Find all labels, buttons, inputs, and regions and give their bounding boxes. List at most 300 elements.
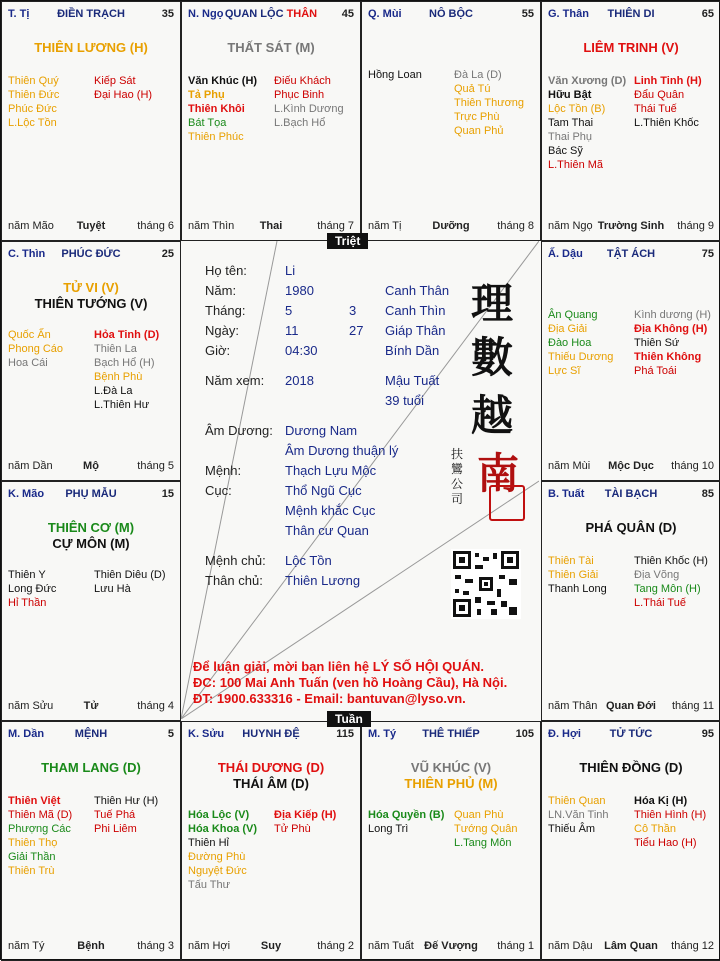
footer-year: năm Sửu xyxy=(8,700,54,712)
minor-star: Đại Hao (H) xyxy=(94,89,153,101)
footer-month: tháng 2 xyxy=(317,940,354,952)
menh-chu-label: Mệnh chủ: xyxy=(205,553,266,568)
palace-title: THÊ THIẾP xyxy=(422,728,480,740)
main-star: THIÊN LƯƠNG (H) xyxy=(34,40,148,55)
minor-star: Thiên Đức xyxy=(8,89,60,101)
main-star: CỰ MÔN (M) xyxy=(52,536,130,551)
branch-label: N. Ngọ xyxy=(188,8,224,20)
footer-year: năm Dậu xyxy=(548,940,593,952)
calligraphy-char-2: 數 xyxy=(471,333,514,382)
minor-star: Hóa Lộc (V) xyxy=(188,809,250,821)
palace-header xyxy=(188,728,354,744)
minor-star: Hỉ Thần xyxy=(8,597,47,609)
minor-star: Hoa Cái xyxy=(8,357,48,369)
palace-name xyxy=(548,8,714,20)
footer-stage: Trường Sinh xyxy=(597,220,665,232)
view-year-value: 2018 xyxy=(285,373,314,388)
year-canchi: Canh Thân xyxy=(385,283,450,298)
palace-footer xyxy=(548,460,714,474)
minor-star: L.Đà La xyxy=(94,385,133,397)
footer-month: tháng 11 xyxy=(671,700,714,712)
minor-star: Thiên Sứ xyxy=(634,337,680,349)
footer-stage: Quan Đới xyxy=(606,700,656,712)
palace-name xyxy=(8,8,174,20)
palace-title: PHÚC ĐỨC xyxy=(61,248,121,260)
footer-stage: Đế Vượng xyxy=(424,940,478,952)
contact-phone-email: ĐT: 1900.633316 - Email: bantuvan@lyso.vn. xyxy=(193,691,466,706)
than-position: Thân cư Quan xyxy=(285,523,369,538)
contact-intro: Để luận giải, mời bạn liên hệ LÝ SỐ HỘI QUÁN. xyxy=(193,659,484,674)
minor-star: Thiên Hỉ xyxy=(188,837,229,849)
palace-cell-mao xyxy=(1,481,181,721)
footer-year: năm Thìn xyxy=(188,220,235,232)
minor-stars-right xyxy=(94,794,180,836)
minor-star: LN.Văn Tinh xyxy=(548,809,609,821)
minor-star: Thiên Mã (D) xyxy=(8,809,73,821)
minor-star: Hóa Kị (H) xyxy=(634,795,688,807)
minor-star: Lưu Hà xyxy=(94,583,131,595)
minor-star: Phá Toái xyxy=(634,365,677,377)
than-marker: THÂN xyxy=(286,8,318,20)
minor-star: Quốc Ấn xyxy=(8,329,51,341)
minor-star: Thiên Phúc xyxy=(188,131,244,143)
palace-footer xyxy=(548,700,714,714)
minor-star: Địa Giải xyxy=(548,323,588,335)
palace-footer xyxy=(188,940,354,954)
palace-number: 95 xyxy=(701,728,714,740)
minor-star: Địa Không (H) xyxy=(634,323,708,335)
minor-stars-left xyxy=(548,554,634,596)
hour-label: Giờ: xyxy=(205,343,231,358)
minor-stars-left xyxy=(8,568,94,610)
menh-value: Thạch Lựu Mộc xyxy=(285,463,377,478)
minor-star: Đào Hoa xyxy=(548,337,592,349)
cuc-value: Thổ Ngũ Cục xyxy=(285,483,362,498)
minor-star: Hóa Quyền (B) xyxy=(368,809,445,821)
palace-title: NÔ BỘC xyxy=(429,8,473,20)
palace-number: 65 xyxy=(701,8,714,20)
minor-stars-left xyxy=(548,74,634,172)
palace-title: TÀI BẠCH xyxy=(604,488,658,500)
palace-name xyxy=(188,728,354,740)
day-value: 11 xyxy=(285,323,299,338)
palace-name xyxy=(548,488,714,500)
minor-star: Long Đức xyxy=(8,583,57,595)
minor-star: Thiên Trù xyxy=(8,865,55,877)
minor-star: Tướng Quân xyxy=(454,823,518,835)
palace-cell-dan xyxy=(1,721,181,961)
main-star: THIÊN CƠ (M) xyxy=(47,520,135,535)
chart-center-info xyxy=(181,241,539,719)
minor-star: Bát Tọa xyxy=(188,117,227,129)
palace-header xyxy=(548,728,714,744)
palace-number: 5 xyxy=(167,728,174,740)
amduong-note: Âm Dương thuận lý xyxy=(285,443,399,458)
minor-star: Hóa Khoa (V) xyxy=(188,823,258,835)
main-star: THẤT SÁT (M) xyxy=(227,40,315,55)
minor-stars-right xyxy=(634,794,720,850)
palace-name xyxy=(548,728,714,740)
footer-stage: Tử xyxy=(83,700,99,712)
branch-label: Ấ. Dậu xyxy=(548,248,583,260)
palace-footer xyxy=(8,940,174,954)
minor-star: Thiên Tài xyxy=(548,555,594,567)
seal-char-2: 鸞 xyxy=(451,462,464,476)
minor-stars-right xyxy=(274,74,360,130)
footer-stage: Thai xyxy=(259,220,283,232)
palace-cell-ngo xyxy=(181,1,361,241)
minor-star: Tả Phụ xyxy=(188,89,225,101)
minor-star: Phượng Các xyxy=(8,823,71,835)
footer-stage: Suy xyxy=(260,940,282,952)
minor-stars-right xyxy=(454,808,540,850)
minor-stars-left xyxy=(188,74,274,144)
minor-star: Thiên Hư (H) xyxy=(94,795,159,807)
seal-char-1: 扶 xyxy=(451,447,464,461)
minor-star: Thiên Hình (H) xyxy=(634,809,707,821)
view-year-label: Năm xem: xyxy=(205,373,265,388)
minor-star: Kiếp Sát xyxy=(94,75,136,87)
palace-footer xyxy=(8,460,174,474)
than-chu-label: Thân chủ: xyxy=(205,573,263,588)
minor-star: Tuế Phá xyxy=(94,809,136,821)
minor-star: Quan Phủ xyxy=(454,125,504,137)
footer-year: năm Ngọ xyxy=(548,220,593,232)
footer-stage: Dưỡng xyxy=(432,220,470,232)
main-star: VŨ KHÚC (V) xyxy=(410,760,492,775)
palace-name xyxy=(188,8,354,20)
minor-star: Thiên Quan xyxy=(548,795,606,807)
palace-cell-ti xyxy=(1,1,181,241)
minor-star: Điếu Khách xyxy=(274,75,331,87)
minor-stars-right xyxy=(94,328,180,412)
menh-label: Mệnh: xyxy=(205,463,242,478)
minor-star: L.Thái Tuế xyxy=(634,597,686,609)
footer-year: năm Thân xyxy=(548,700,598,712)
palace-header xyxy=(368,728,534,744)
palace-cell-suu xyxy=(181,721,361,961)
palace-header xyxy=(548,8,714,24)
palace-name xyxy=(368,8,534,20)
calligraphy-char-1: 理 xyxy=(471,279,514,328)
minor-star: Thiên Diêu (D) xyxy=(94,569,166,581)
palace-number: 15 xyxy=(161,488,174,500)
minor-stars-right xyxy=(94,568,180,596)
footer-month: tháng 5 xyxy=(137,460,174,472)
day-lunar: 27 xyxy=(349,323,364,338)
minor-stars-left xyxy=(8,74,94,130)
palace-header xyxy=(368,8,534,24)
palace-title: ĐIỀN TRẠCH xyxy=(57,8,125,20)
palace-name xyxy=(8,488,174,500)
year-value: 1980 xyxy=(285,283,314,298)
main-star: TỬ VI (V) xyxy=(63,280,119,295)
footer-stage: Tuyệt xyxy=(76,220,106,232)
minor-star: Địa Kiếp (H) xyxy=(274,809,337,821)
branch-label: G. Thân xyxy=(548,8,589,20)
branch-label: Đ. Hợi xyxy=(548,728,581,740)
palace-name xyxy=(8,728,174,740)
main-star: THIÊN PHỦ (M) xyxy=(404,776,498,791)
minor-star: Hữu Bật xyxy=(548,89,592,101)
footer-month: tháng 9 xyxy=(677,220,714,232)
palace-header xyxy=(548,488,714,504)
palace-number: 105 xyxy=(515,728,534,740)
branch-label: K. Sửu xyxy=(188,728,225,740)
palace-footer xyxy=(548,940,714,954)
minor-star: Phi Liêm xyxy=(94,823,137,835)
minor-star: Kình dương (H) xyxy=(634,309,711,321)
palace-header xyxy=(188,8,354,24)
palace-number: 55 xyxy=(521,8,534,20)
palace-number: 75 xyxy=(701,248,714,260)
palace-header xyxy=(8,728,174,744)
minor-star: L.Bạch Hổ xyxy=(274,117,326,129)
branch-label: M. Tý xyxy=(368,728,397,740)
minor-star: Thiên Quý xyxy=(8,75,59,87)
footer-month: tháng 8 xyxy=(497,220,534,232)
minor-star: Đẩu Quân xyxy=(634,89,685,101)
age-value: 39 tuổi xyxy=(385,393,425,408)
minor-star: Thiên Không xyxy=(634,351,702,363)
month-value: 5 xyxy=(285,303,293,318)
palace-cell-than xyxy=(541,1,720,241)
amduong-value: Dương Nam xyxy=(285,423,358,438)
footer-month: tháng 12 xyxy=(671,940,714,952)
hour-value: 04:30 xyxy=(285,343,318,358)
minor-star: Hồng Loan xyxy=(368,69,422,81)
minor-star: Phục Binh xyxy=(274,89,325,101)
qr-code[interactable] xyxy=(451,549,521,619)
minor-star: Tử Phù xyxy=(274,823,311,835)
palace-footer xyxy=(548,220,714,234)
name-value: Li xyxy=(285,263,296,278)
minor-stars-left xyxy=(8,328,94,370)
footer-stage: Mộc Dục xyxy=(608,460,654,472)
minor-star: Phong Cáo xyxy=(8,343,64,355)
palace-title: TẬT ÁCH xyxy=(606,248,656,260)
minor-star: Quả Tú xyxy=(454,83,491,95)
palace-cell-thin xyxy=(1,241,181,481)
seal-char-4: 司 xyxy=(451,492,464,506)
palace-cell-ty xyxy=(361,721,541,961)
palace-name xyxy=(368,728,534,740)
footer-year: năm Hợi xyxy=(188,940,231,952)
minor-star: L.Tang Môn xyxy=(454,837,512,849)
minor-star: Lực Sĩ xyxy=(548,365,581,377)
minor-star: Hỏa Tinh (D) xyxy=(94,329,160,341)
palace-number: 45 xyxy=(341,8,354,20)
month-lunar: 3 xyxy=(349,303,357,318)
palace-header xyxy=(8,8,174,24)
main-star: THIÊN ĐỒNG (D) xyxy=(579,760,683,775)
minor-star: Bác Sỹ xyxy=(548,145,583,157)
minor-star: Phúc Đức xyxy=(8,103,57,115)
footer-year: năm Tị xyxy=(368,220,402,232)
minor-star: Thiên Thương xyxy=(454,97,525,109)
view-year-canchi: Mậu Tuất xyxy=(385,373,440,388)
minor-star: Tam Thai xyxy=(548,117,594,129)
minor-star: Thiên Y xyxy=(8,569,46,581)
minor-star: Đường Phù xyxy=(188,851,246,863)
month-label: Tháng: xyxy=(205,303,246,318)
minor-stars-right xyxy=(94,74,180,102)
minor-star: L.Thiên Mã xyxy=(548,159,604,171)
footer-month: tháng 6 xyxy=(137,220,174,232)
minor-stars-left xyxy=(188,808,274,892)
branch-label: M. Dần xyxy=(8,728,45,740)
palace-footer xyxy=(188,220,354,234)
seal-char-3: 公 xyxy=(451,477,464,491)
footer-year: năm Tuất xyxy=(368,940,414,952)
footer-month: tháng 4 xyxy=(137,700,174,712)
minor-stars-left xyxy=(368,808,454,836)
minor-star: Bệnh Phù xyxy=(94,371,143,383)
triet-marker: Triệt xyxy=(327,233,368,249)
minor-star: Địa Võng xyxy=(634,569,680,581)
minor-star: Thiên Khốc (H) xyxy=(634,555,708,567)
than-chu-value: Thiên Lương xyxy=(285,573,361,588)
palace-cell-hoi xyxy=(541,721,720,961)
minor-star: Trực Phù xyxy=(454,111,500,123)
minor-star: Thái Tuế xyxy=(634,103,677,115)
palace-number: 35 xyxy=(161,8,174,20)
red-seal-stamp xyxy=(489,485,525,521)
minor-star: Giải Thần xyxy=(8,851,56,863)
minor-stars-left xyxy=(548,794,634,836)
palace-footer xyxy=(368,220,534,234)
minor-star: Bạch Hổ (H) xyxy=(94,357,155,369)
palace-title: THIÊN DI xyxy=(607,8,655,20)
minor-stars-left xyxy=(8,794,94,878)
main-star: PHÁ QUÂN (D) xyxy=(585,520,677,535)
minor-star: Cô Thần xyxy=(634,823,676,835)
footer-month: tháng 3 xyxy=(137,940,174,952)
minor-star: Thiên Việt xyxy=(8,795,61,807)
branch-label: B. Tuất xyxy=(548,488,585,500)
branch-label: Q. Mùi xyxy=(368,8,402,20)
calligraphy-char-3: 越 xyxy=(471,391,514,440)
footer-year: năm Mùi xyxy=(548,460,591,472)
minor-star: Quan Phù xyxy=(454,809,504,821)
palace-title: MỆNH xyxy=(74,728,108,740)
cuc-relation: Mệnh khắc Cục xyxy=(285,503,376,518)
minor-star: Linh Tinh (H) xyxy=(634,75,702,87)
minor-star: Long Trì xyxy=(368,823,409,835)
minor-star: Thiên Thọ xyxy=(8,837,58,849)
main-star: LIÊM TRINH (V) xyxy=(583,40,679,55)
palace-title: QUAN LỘC xyxy=(224,8,284,20)
footer-stage: Mộ xyxy=(83,460,99,472)
minor-star: Thiên La xyxy=(94,343,137,355)
minor-star: L.Lộc Tồn xyxy=(8,117,57,129)
amduong-label: Âm Dương: xyxy=(205,423,273,438)
minor-star: L.Kình Dương xyxy=(274,103,344,115)
main-star: THÁI DƯƠNG (D) xyxy=(217,760,325,775)
palace-cell-tuat xyxy=(541,481,720,721)
palace-number: 25 xyxy=(161,248,174,260)
minor-star: Tấu Thư xyxy=(188,879,231,891)
minor-star: Ân Quang xyxy=(548,309,598,321)
cuc-label: Cục: xyxy=(205,483,232,498)
footer-stage: Bệnh xyxy=(77,940,105,952)
footer-month: tháng 7 xyxy=(317,220,354,232)
minor-star: Thiếu Âm xyxy=(548,823,596,835)
minor-stars-right xyxy=(454,68,540,138)
palace-number: 115 xyxy=(336,728,354,740)
footer-year: năm Tý xyxy=(8,940,45,952)
minor-stars-left xyxy=(368,68,454,82)
year-label: Năm: xyxy=(205,283,237,298)
minor-star: Thanh Long xyxy=(548,583,607,595)
footer-year: năm Mão xyxy=(8,220,54,232)
minor-star: Tang Môn (H) xyxy=(634,583,701,595)
minor-star: Văn Xương (D) xyxy=(548,75,627,87)
footer-year: năm Dần xyxy=(8,460,53,472)
footer-month: tháng 10 xyxy=(671,460,714,472)
palace-header xyxy=(8,248,174,264)
minor-star: Thiên Giải xyxy=(548,569,599,581)
minor-stars-right xyxy=(634,308,720,378)
footer-stage: Lâm Quan xyxy=(604,940,658,952)
minor-star: Thiếu Dương xyxy=(548,351,614,363)
branch-label: K. Mão xyxy=(8,488,45,500)
palace-footer xyxy=(8,220,174,234)
palace-footer xyxy=(8,700,174,714)
minor-stars-left xyxy=(548,308,634,378)
minor-star: Thai Phụ xyxy=(548,131,593,143)
minor-star: Thiên Khôi xyxy=(188,103,245,115)
minor-star: Đà La (D) xyxy=(454,69,502,81)
minor-stars-right xyxy=(634,554,720,610)
palace-header xyxy=(8,488,174,504)
company-seal-text xyxy=(451,447,465,507)
tuan-marker: Tuần xyxy=(327,711,371,727)
palace-title: TỬ TỨC xyxy=(609,728,653,740)
minor-star: L.Thiên Hư xyxy=(94,399,150,411)
minor-star: L.Thiên Khốc xyxy=(634,117,699,129)
palace-footer xyxy=(368,940,534,954)
palace-cell-dau xyxy=(541,241,720,481)
palace-name xyxy=(548,248,714,260)
name-label: Họ tên: xyxy=(205,263,247,278)
month-canchi: Canh Thìn xyxy=(385,303,446,318)
minor-star: Nguyệt Đức xyxy=(188,865,247,877)
main-star: THIÊN TƯỚNG (V) xyxy=(34,296,148,311)
minor-star: Tiểu Hao (H) xyxy=(634,837,697,849)
palace-title: PHỤ MẪU xyxy=(65,488,117,500)
palace-cell-mui xyxy=(361,1,541,241)
palace-header xyxy=(548,248,714,264)
day-label: Ngày: xyxy=(205,323,239,338)
minor-stars-right xyxy=(634,74,720,130)
minor-star: Lộc Tồn (B) xyxy=(548,103,606,115)
main-star: THAM LANG (D) xyxy=(41,760,141,775)
calligraphy-char-4: 南 xyxy=(477,449,520,498)
minor-stars-right xyxy=(274,808,360,836)
minor-star: Văn Khúc (H) xyxy=(188,75,258,87)
main-star: THÁI ÂM (D) xyxy=(233,776,309,791)
branch-label: T. Tị xyxy=(8,8,30,20)
palace-title: HUYNH ĐỆ xyxy=(242,728,300,740)
palace-name xyxy=(8,248,174,260)
branch-label: C. Thìn xyxy=(8,248,46,260)
contact-address: ĐC: 100 Mai Anh Tuấn (ven hồ Hoàng Cầu), Hà Nội. xyxy=(193,675,508,690)
hour-canchi: Bính Dần xyxy=(385,343,440,358)
palace-number: 85 xyxy=(701,488,714,500)
footer-month: tháng 1 xyxy=(497,940,534,952)
menh-chu-value: Lộc Tồn xyxy=(285,553,332,568)
